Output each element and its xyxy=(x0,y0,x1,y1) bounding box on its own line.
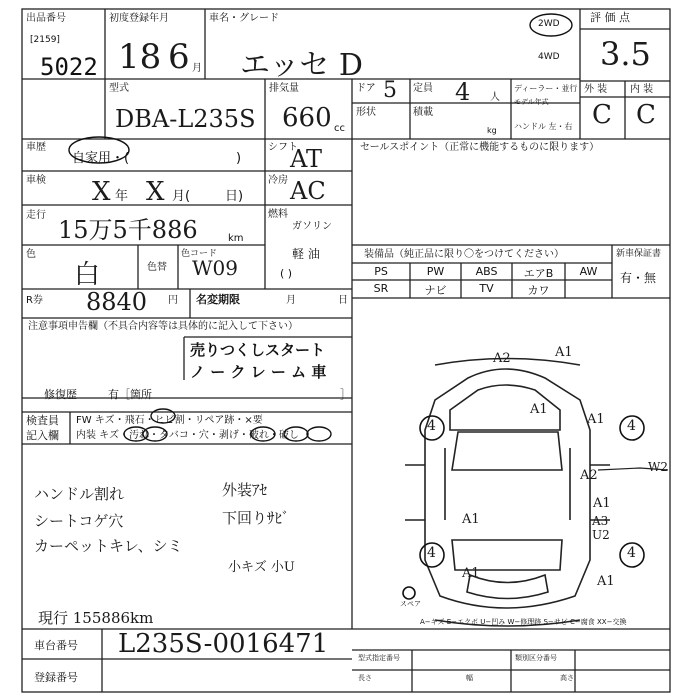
note-exterior: 外装ｱｾ xyxy=(222,481,268,499)
month-unit: 月( xyxy=(172,189,191,204)
score-label: 評 価 点 xyxy=(590,11,630,24)
mark-a2-door: A2 xyxy=(580,468,598,483)
equip-aw[interactable]: AW xyxy=(579,265,598,278)
model-code-label: 型式 xyxy=(109,83,129,94)
recycle-value: 8840 xyxy=(86,288,148,316)
equip-sr[interactable]: SR xyxy=(373,282,389,295)
category-label: 類別区分番号 xyxy=(515,654,557,662)
lot-label: 出品番号 xyxy=(26,13,66,24)
equip-navi[interactable]: ナビ xyxy=(424,284,447,297)
mark-a1-trunk: A1 xyxy=(462,566,480,581)
shape-label: 形状 xyxy=(356,107,376,118)
capacity-value: 4 xyxy=(455,78,471,106)
mileage-value: 15万5千886 xyxy=(58,216,198,244)
mileage-label: 走行 xyxy=(26,210,46,221)
handle-label: ハンドル 左・右 xyxy=(514,122,573,131)
year-unit: 年 xyxy=(115,189,129,204)
equip-ps[interactable]: PS xyxy=(374,265,388,278)
note-handle: ハンドル割れ xyxy=(34,485,125,503)
mark-a1-hood: A1 xyxy=(530,402,548,417)
damage-legend: A−キズ E−エクボ U−凹み W−修理跡 S−サビ C−腐食 XX−交換 xyxy=(420,618,627,626)
equip-tv[interactable]: TV xyxy=(479,282,494,295)
color-code-label: 色コード xyxy=(181,249,218,259)
mark-a1-fender: A1 xyxy=(587,412,605,427)
repair-close: ］ xyxy=(340,388,351,401)
displacement-label: 排気量 xyxy=(269,83,299,94)
note-current-km: 現行 155886km xyxy=(38,609,154,627)
mark-a1-door: A1 xyxy=(593,496,611,511)
equip-pw[interactable]: PW xyxy=(426,265,445,278)
day-unit: 日) xyxy=(225,189,244,204)
name-change-label: 名変期限 xyxy=(196,293,240,306)
first-reg-month: 6 xyxy=(168,37,190,77)
kg-unit: kg xyxy=(487,126,497,135)
inspection-month: X xyxy=(146,177,165,207)
usage-label: 車歴 xyxy=(26,142,46,153)
color-value: 白 xyxy=(74,260,101,290)
equipment-label: 装備品（純正品に限り〇をつけてください） xyxy=(364,249,564,260)
repair-value: 有［箇所 xyxy=(108,388,152,401)
interior-label: 内 装 xyxy=(630,84,654,95)
tire-fr: 4 xyxy=(627,418,636,434)
stamp-line-2: ノ ー ク レ ー ム 車 xyxy=(190,363,327,381)
chassis-value: L235S-0016471 xyxy=(118,629,329,659)
color-label: 色 xyxy=(26,249,36,260)
spare-tire-label: スペア xyxy=(400,600,421,608)
warranty-value[interactable]: 有・無 xyxy=(620,271,657,285)
fuel-diesel[interactable]: 軽 油 xyxy=(292,247,320,261)
notes-label: 注意事項申告欄（不具合内容等は具体的に記入して下さい） xyxy=(28,321,298,332)
fuel-label: 燃料 xyxy=(268,209,288,220)
score-value: 3.5 xyxy=(600,35,651,73)
equip-airbag[interactable]: エアB xyxy=(523,267,554,280)
shift-label: シフト xyxy=(268,142,298,153)
exterior-label: 外 装 xyxy=(584,84,608,95)
model-year-label: モデル年式 xyxy=(514,98,549,106)
length-label: 長さ xyxy=(358,674,372,682)
cc-unit: cc xyxy=(334,123,345,134)
model-cert-label: 型式指定番号 xyxy=(358,654,400,662)
exterior-value: C xyxy=(592,100,612,130)
inspector-row-2: 内装 キズ・汚れ・タバコ・穴・剥げ・破れ・破し xyxy=(76,430,299,441)
interior-value: C xyxy=(636,100,656,130)
yen-unit: 円 xyxy=(168,295,178,306)
dealer-label: ディーラー・並行 xyxy=(514,84,578,93)
color-change-label: 色替 xyxy=(147,262,167,273)
model-value: エッセ D xyxy=(240,48,363,83)
mark-a1-rear: A1 xyxy=(597,574,615,589)
inspection-label: 車検 xyxy=(26,175,46,186)
registration-label: 登録番号 xyxy=(34,671,78,684)
first-reg-label: 初度登録年月 xyxy=(109,13,169,24)
doors-value: 5 xyxy=(383,78,397,103)
mark-a3-u2: A3 U2 xyxy=(592,514,610,542)
drive-4wd[interactable]: 4WD xyxy=(538,52,560,62)
name-change-month: 月 xyxy=(286,295,296,306)
displacement-value: 660 xyxy=(282,103,332,133)
ac-value: AC xyxy=(290,177,326,205)
capacity-unit: 人 xyxy=(490,92,500,103)
mark-w2: W2 xyxy=(648,460,668,474)
tire-rr: 4 xyxy=(627,545,636,561)
lot-number: 5022 xyxy=(40,53,98,81)
warranty-label: 新車保証書 xyxy=(616,249,662,259)
chassis-label: 車台番号 xyxy=(34,639,78,652)
mark-a1-top: A1 xyxy=(555,345,573,360)
equip-abs[interactable]: ABS xyxy=(475,265,498,278)
sales-point-label: セールスポイント（正常に機能するものに限ります） xyxy=(360,142,600,153)
drive-2wd[interactable]: 2WD xyxy=(538,19,560,29)
fuel-gas[interactable]: ガソリン xyxy=(292,221,332,232)
inspector-label: 検査員 xyxy=(26,414,59,427)
entry-label: 記入欄 xyxy=(26,429,59,442)
inspector-row-1: FW キズ・飛石・ヒビ割・リペア跡・×要 xyxy=(76,415,263,426)
note-under: 下回りｻﾋﾞ xyxy=(222,509,290,527)
color-code-value: W09 xyxy=(192,256,239,280)
stamp-line-1: 売りつくしスタート xyxy=(190,341,326,359)
note-carpet: カーペットキレ、シミ xyxy=(34,537,183,555)
fuel-paren: ( ) xyxy=(280,267,293,280)
usage-close: ) xyxy=(236,151,242,166)
usage-value: 自家用・( xyxy=(72,151,130,166)
first-reg-year: 18 xyxy=(118,37,162,77)
mark-a1-roof: A1 xyxy=(462,512,480,527)
doors-label: ドア xyxy=(356,83,376,94)
name-change-day: 日 xyxy=(338,295,348,306)
ac-label: 冷房 xyxy=(268,175,288,186)
month-suffix: 月 xyxy=(192,63,202,74)
recycle-label: R券 xyxy=(26,295,43,306)
model-label: 車名・グレード xyxy=(209,13,279,24)
model-code-value: DBA-L235S xyxy=(115,105,256,133)
km-unit: km xyxy=(228,233,244,244)
equip-leather[interactable]: カワ xyxy=(527,284,550,297)
height-label: 高さ xyxy=(560,674,574,682)
inspection-year: X xyxy=(92,177,111,207)
note-small: 小キズ 小U xyxy=(228,560,295,575)
capacity-label: 定員 xyxy=(413,83,433,94)
shift-value: AT xyxy=(290,145,323,173)
tire-fl: 4 xyxy=(427,418,436,434)
car-diagram xyxy=(405,359,668,627)
load-label: 積載 xyxy=(413,107,433,118)
mark-a2-top: A2 xyxy=(493,351,511,366)
width-label: 幅 xyxy=(466,674,473,682)
note-seat: シートコゲ穴 xyxy=(34,512,124,530)
tire-rl: 4 xyxy=(427,545,436,561)
repair-label: 修復歴 xyxy=(44,388,77,401)
lot-small: [2159] xyxy=(30,35,60,45)
